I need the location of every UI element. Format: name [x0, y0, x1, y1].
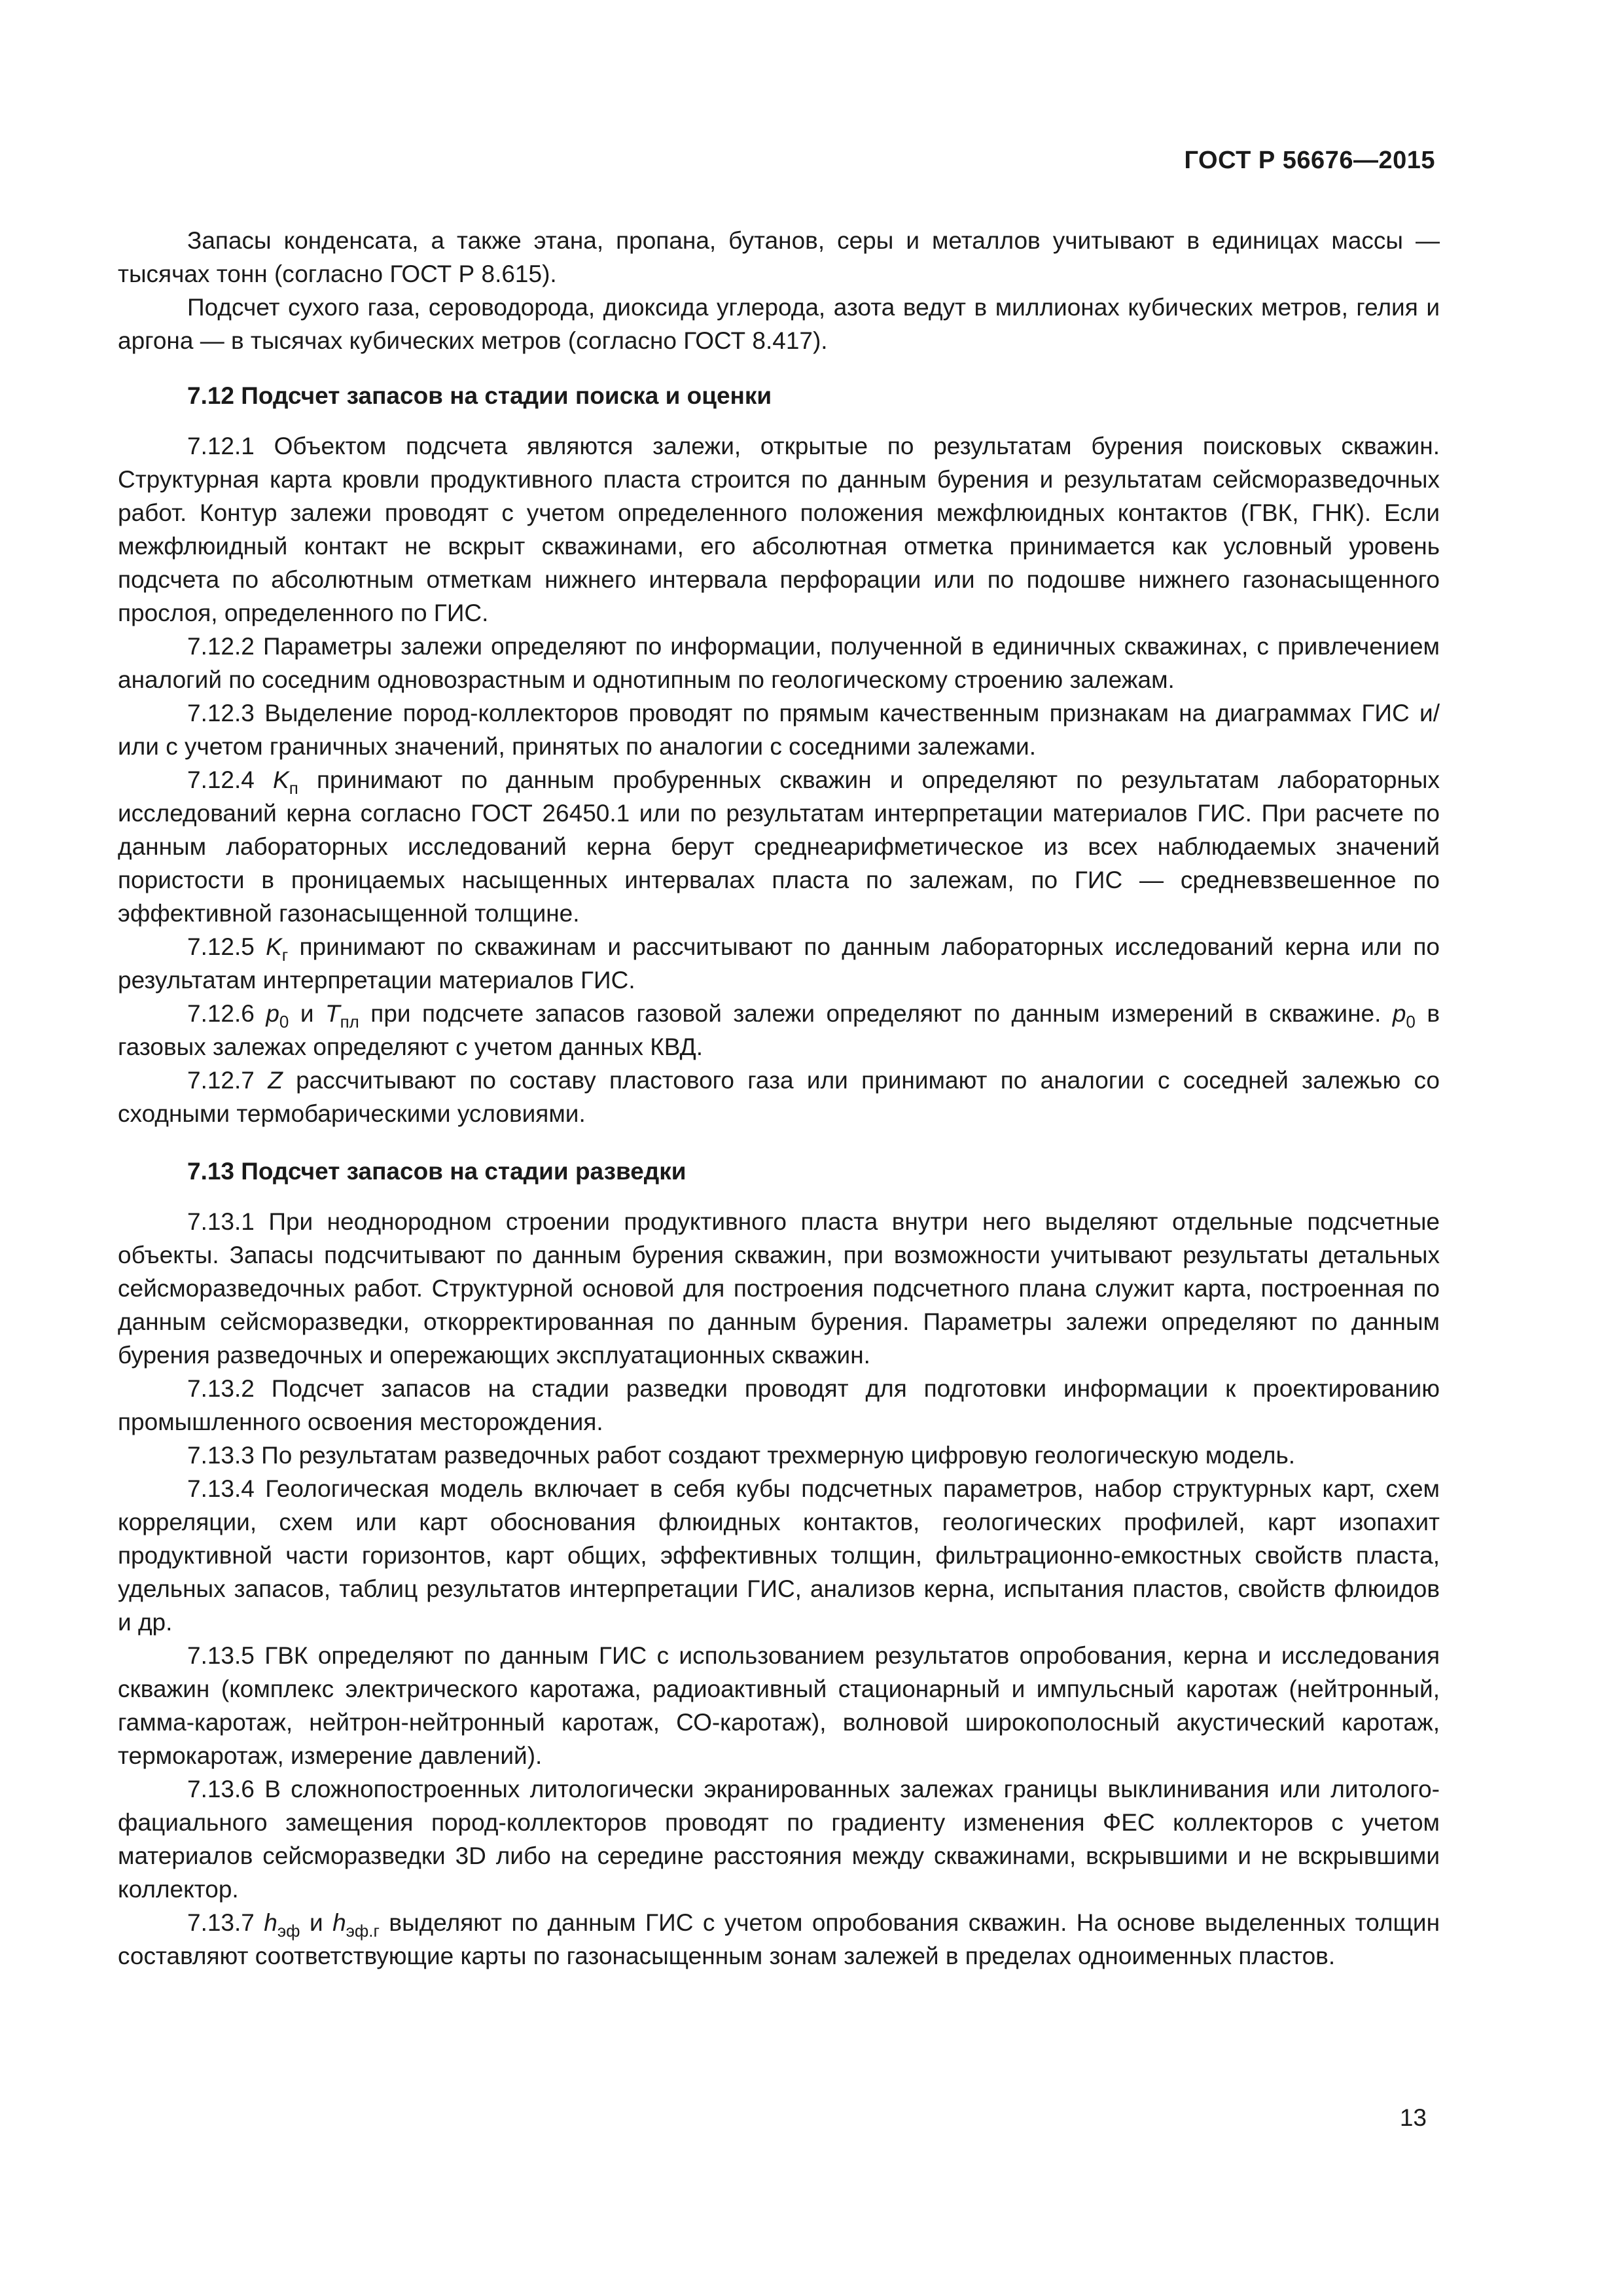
paragraph-7-12-6 — [118, 997, 1440, 1064]
symbol-p: p — [266, 1000, 279, 1027]
clause-number: 7.13.7 — [187, 1909, 264, 1936]
symbol-subscript: эф — [277, 1921, 300, 1941]
clause-text: в газовых залежах определяют с учетом данных КВД. — [118, 1000, 1440, 1060]
clause-text: выделяют по данным ГИС с учетом опробования скважин. На основе выделенных толщин составляют соответствующие карты по газонасыщенным зонам залежей в пределах одноименных пластов. — [118, 1909, 1440, 1969]
symbol-h: h — [264, 1909, 277, 1936]
clause-number: 7.12.4 — [187, 766, 274, 793]
paragraph-7-12-3: 7.12.3 Выделение пород-коллекторов проводят по прямым качественным признакам на диаграммах ГИС и/или с учетом граничных значений, принятых по аналогии с соседними залежами. — [118, 700, 1440, 760]
paragraph-7-13-4: 7.13.4 Геологическая модель включает в себя кубы подсчетных параметров, набор структурных карт, схем корреляции, схем или карт обоснования флюидных контактов, геологических профилей, карт изопахит продуктивной части горизонтов, карт общих, эффективных толщин, фильтрационно-емкостных свойств пласта, удельных запасов, таблиц результатов интерпретации ГИС, анализов керна, испытания пластов, свойств флюидов и др. — [118, 1475, 1440, 1636]
symbol-subscript: 0 — [1406, 1012, 1416, 1031]
symbol-subscript: г — [281, 945, 289, 965]
symbol-z: Z — [268, 1067, 283, 1094]
page-body — [118, 224, 1440, 1973]
section-heading-7-12: 7.12 Подсчет запасов на стадии поиска и оценки — [187, 382, 772, 409]
paragraph-7-12-5 — [118, 930, 1440, 997]
clause-text: рассчитывают по составу пластового газа или принимают по аналогии с соседней залежью со сходными термобарическими условиями. — [118, 1067, 1440, 1127]
paragraph-7-13-3: 7.13.3 По результатам разведочных работ создают трехмерную цифровую геологическую модель. — [187, 1442, 1296, 1469]
symbol-h: h — [332, 1909, 346, 1936]
paragraph-7-12-1: 7.12.1 Объектом подсчета являются залежи, открытые по результатам бурения поисковых скважин. Структурная карта кровли продуктивного пласта строится по данным бурения и результатам сейсморазведочных работ. Контур залежи проводят с учетом определенного положения межфлюидных контактов (ГВК, ГНК). Если межфлюидный контакт не вскрыт скважинами, его абсолютная отметка принимается как условный уровень подсчета по абсолютным отметкам нижнего интервала перфорации или по подошве нижнего газонасыщенного прослоя, определенного по ГИС. — [118, 433, 1440, 626]
clause-text: принимают по данным пробуренных скважин и определяют по результатам лабораторных исследований керна согласно ГОСТ 26450.1 или по результатам интерпретации материалов ГИС. При расчете по данным лабораторных исследований керна берут среднеарифметическое из всех наблюдаемых значений пористости в проницаемых насыщенных интервалах пласта по залежам, по ГИС — средневзвешенное по эффективной газонасыщенной толщине. — [118, 766, 1440, 927]
symbol-subscript: 0 — [279, 1012, 289, 1031]
symbol-subscript: пл — [340, 1012, 359, 1031]
symbol-p: p — [1392, 1000, 1406, 1027]
clause-number: 7.12.7 — [187, 1067, 268, 1094]
paragraph-intro-1: Запасы конденсата, а также этана, пропана, бутанов, серы и металлов учитывают в единицах массы — тысячах тонн (согласно ГОСТ Р 8.615). — [118, 227, 1440, 287]
paragraph-7-12-2: 7.12.2 Параметры залежи определяют по информации, полученной в единичных скважинах, с привлечением аналогий по соседним одновозрастным и однотипным по геологическому строению залежам. — [118, 633, 1440, 693]
conjunction: и — [300, 1909, 333, 1936]
paragraph-7-13-2: 7.13.2 Подсчет запасов на стадии разведки проводят для подготовки информации к проектированию промышленного освоения месторождения. — [118, 1375, 1440, 1435]
symbol-k: K — [266, 933, 282, 960]
clause-text: принимают по скважинам и рассчитывают по данным лабораторных исследований керна или по результатам интерпретации материалов ГИС. — [118, 933, 1440, 994]
paragraph-7-13-1: 7.13.1 При неоднородном строении продуктивного пласта внутри него выделяют отдельные подсчетные объекты. Запасы подсчитывают по данным бурения скважин, при возможности учитывают результаты детальных сейсморазведочных работ. Структурной основой для построения подсчетного плана служит карта, построенная по данным сейсморазведки, откорректированная по данным бурения. Параметры залежи определяют по данным бурения разведочных и опережающих эксплуатационных скважин. — [118, 1208, 1440, 1369]
section-heading-7-13: 7.13 Подсчет запасов на стадии разведки — [187, 1158, 687, 1185]
paragraph-7-12-4 — [118, 763, 1440, 930]
clause-number: 7.12.5 — [187, 933, 266, 960]
conjunction: и — [289, 1000, 325, 1027]
standard-designation: ГОСТ Р 56676—2015 — [1184, 147, 1435, 174]
paragraph-7-13-6: 7.13.6 В сложнопостроенных литологически экранированных залежах границы выклинивания или литолого-фациального замещения пород-коллекторов проводят по градиенту изменения ФЕС коллекторов с учетом материалов сейсморазведки 3D либо на середине расстояния между скважинами, вскрывшими и не вскрывшими коллектор. — [118, 1776, 1440, 1903]
paragraph-7-13-5: 7.13.5 ГВК определяют по данным ГИС с использованием результатов опробования, керна и исследования скважин (комплекс электрического каротажа, радиоактивный стационарный и импульсный каротаж (нейтронный, гамма-каротаж, нейтрон-нейтронный каротаж, СО-каротаж), волновой широкополосный акустический каротаж, термокаротаж, измерение давлений). — [118, 1642, 1440, 1769]
clause-text: при подсчете запасов газовой залежи определяют по данным измерений в скважине. — [359, 1000, 1393, 1027]
paragraph-7-12-7 — [118, 1064, 1440, 1130]
clause-number: 7.12.6 — [187, 1000, 266, 1027]
page-number: 13 — [1399, 2104, 1427, 2131]
symbol-subscript: эф.г — [346, 1921, 380, 1941]
symbol-t: T — [325, 1000, 340, 1027]
paragraph-intro-2: Подсчет сухого газа, сероводорода, диоксида углерода, азота ведут в миллионах кубических метров, гелия и аргона — в тысячах кубических метров (согласно ГОСТ 8.417). — [118, 294, 1440, 354]
symbol-k: K — [273, 766, 289, 793]
symbol-subscript: п — [289, 778, 298, 798]
paragraph-7-13-7 — [118, 1906, 1440, 1973]
